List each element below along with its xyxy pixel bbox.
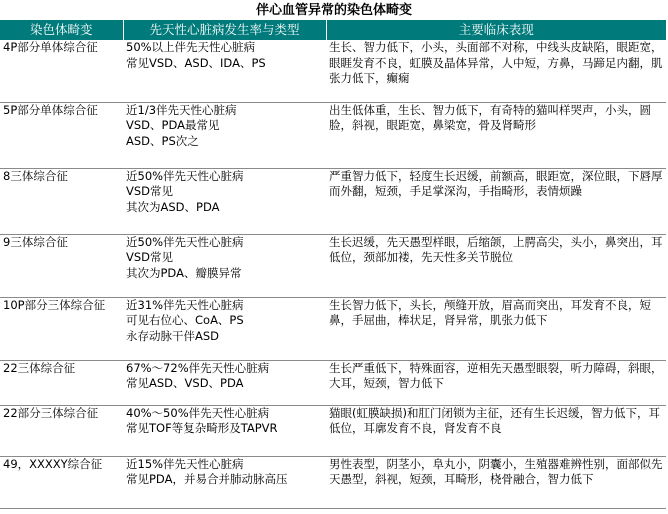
table-row [0, 360, 666, 405]
cardiac-line: 近15%伴先天性心脏病 [126, 456, 244, 471]
cardiac-line: VSD常见 [126, 250, 174, 264]
cardiac-cell [123, 234, 326, 297]
syndrome-cell: 9三体综合征 [0, 234, 123, 297]
header-cardiac: 先天性心脏病发生率与类型 [123, 20, 326, 40]
syndrome-cell: 10P部分三体综合征 [0, 297, 123, 360]
clinical-cell [326, 234, 666, 297]
cardiac-line: 常见TOF等复杂畸形及TAPVR [126, 421, 278, 435]
clinical-text: 严重智力低下，轻度生长迟缓，前额高，眼距宽，深位眼，下唇厚而外翻，短颈，手足掌深沟，手指畸形，表情烦躁 [329, 168, 663, 198]
cardiac-line: 近1/3伴先天性心脏病 [126, 102, 237, 117]
table-row [0, 297, 666, 360]
clinical-text: 生长严重低下，特殊面容，逆相先天愚型眼裂，听力障碍，斜眼，大耳，短颈，智力低下 [329, 360, 663, 390]
cardiac-line: 常见PDA，并易合并肺动脉高压 [126, 472, 288, 486]
header-row [0, 20, 666, 40]
clinical-cell [326, 456, 666, 508]
cardiac-cell [123, 168, 326, 234]
cardiac-line: 近50%伴先天性心脏病 [126, 234, 244, 249]
syndrome-cell: 49，XXXXY综合征 [0, 456, 123, 508]
table-row [0, 456, 666, 508]
table-row [0, 234, 666, 297]
cardiac-cell [123, 405, 326, 456]
cardiac-line: VSD常见 [126, 184, 174, 198]
clinical-text: 猫眼(虹膜缺损)和肛门闭锁为主征，还有生长迟缓，智力低下，耳低位，耳廓发育不良，肾发育不良 [329, 405, 660, 435]
cardiac-cell [123, 360, 326, 405]
clinical-text: 男性表型，阴茎小，阜丸小，阴囊小，生殖器难辨性别，面部似先天愚型，斜视，短颈，耳畸形，桡骨融合，智力低下 [329, 456, 663, 486]
clinical-cell [326, 360, 666, 405]
header-syndrome: 染色体畸变 [0, 20, 123, 40]
cardiac-line: 常见VSD、ASD、IDA、PS [126, 55, 266, 70]
cardiac-line: 40%～50%伴先天性心脏病 [126, 405, 270, 420]
cardiac-line: 67%～72%伴先天性心脏病 [126, 360, 270, 375]
table-row [0, 102, 666, 168]
header-clinical: 主要临床表现 [326, 20, 666, 40]
cardiac-line: 50%以上伴先天性心脏病 [126, 40, 256, 54]
clinical-text: 生长迟缓，先天愚型样眼，后缩颌，上腭高尖，头小，鼻突出，耳低位，颈部加褛，先天性多关节脱位 [329, 234, 663, 264]
syndrome-cell: 22三体综合征 [0, 360, 123, 405]
cardiac-line: 永存动脉干伴ASD [126, 328, 220, 343]
clinical-text: 出生低体重，生长、智力低下，有奇特的猫叫样哭声，小头，圆脸，斜视，眼距宽，鼻梁宽，骨及肾畸形 [329, 102, 651, 132]
cardiac-cell [123, 40, 326, 102]
clinical-cell [326, 40, 666, 102]
clinical-cell [326, 405, 666, 456]
cardiac-line: ASD、PS次之 [126, 133, 199, 148]
cardiac-line: 其次为ASD、PDA [126, 199, 220, 214]
table-row [0, 40, 666, 102]
syndrome-cell: 22部分三体综合征 [0, 405, 123, 456]
clinical-cell [326, 102, 666, 168]
cardiac-cell [123, 297, 326, 360]
clinical-text: 生长智力低下，头长，颅缝开放，眉高而突出，耳发育不良，短鼻，手屈曲，棒状足，肾异常，肌张力低下 [329, 297, 651, 327]
chromosome-table [0, 20, 666, 509]
syndrome-cell: 4P部分单体综合征 [3, 40, 98, 54]
table-title: 伴心血管异常的染色体畸变 [255, 3, 412, 18]
cardiac-line: 近50%伴先天性心脏病 [126, 168, 244, 183]
cardiac-line: VSD、PDA最常见 [126, 118, 220, 132]
syndrome-cell: 8三体综合征 [0, 168, 123, 234]
cardiac-line: 近31%伴先天性心脏病 [126, 297, 244, 312]
syndrome-cell: 5P部分单体综合征 [0, 102, 123, 168]
table-row [0, 405, 666, 456]
clinical-text: 生长、智力低下，小头，头面部不对称，中线头皮缺陷，眼距宽，眼睚发育不良，虹膜及晶体异常，人中短，方鼻，马蹄足内翻，肌张力低下，癫痫 [329, 40, 663, 85]
table-row [0, 168, 666, 234]
cardiac-line: 可见右位心、CoA、PS [126, 313, 244, 327]
clinical-cell [326, 168, 666, 234]
cardiac-cell [123, 456, 326, 508]
clinical-cell [326, 297, 666, 360]
cardiac-cell [123, 102, 326, 168]
cardiac-line: 常见ASD、VSD、PDA [126, 376, 244, 390]
cardiac-line: 其次为PDA、瓣膜异常 [126, 265, 242, 280]
